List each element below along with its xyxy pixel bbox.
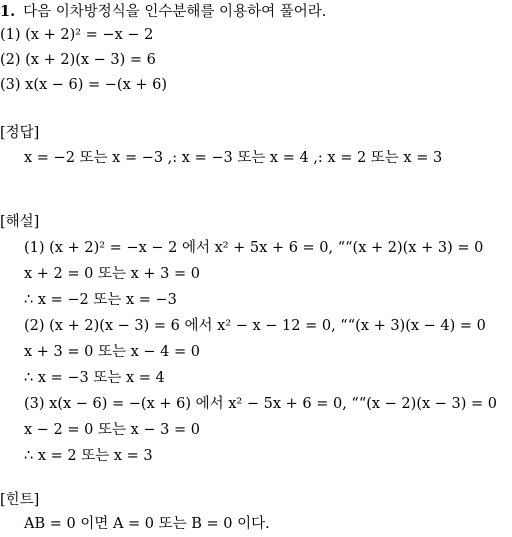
explanation-line: ∴ x = −3 또는 x = 4 xyxy=(24,370,165,386)
explanation-header: [해설] xyxy=(0,214,40,230)
problem-header xyxy=(0,2,326,22)
problem-item-3: (3) x(x − 6) = −(x + 6) xyxy=(0,77,168,93)
explanation-line: ∴ x = −2 또는 x = −3 xyxy=(24,292,177,308)
explanation-line: x − 2 = 0 또는 x − 3 = 0 xyxy=(24,422,200,438)
problem-item-1: (1) (x + 2)² = −x − 2 xyxy=(0,27,154,43)
hint-header: [힌트] xyxy=(0,492,40,508)
hint-text: AB = 0 이면 A = 0 또는 B = 0 이다. xyxy=(24,516,270,532)
problem-number: 1. xyxy=(0,3,16,20)
answer-header: [정답] xyxy=(0,125,40,141)
explanation-line: (1) (x + 2)² = −x − 2 에서 x² + 5x + 6 = 0, ““(x + 2)(x + 3) = 0 xyxy=(24,240,484,256)
explanation-line: x + 3 = 0 또는 x − 4 = 0 xyxy=(24,344,200,360)
explanation-line: (2) (x + 2)(x − 3) = 6 에서 x² − x − 12 = 0, ““(x + 3)(x − 4) = 0 xyxy=(24,318,486,334)
problem-instruction: 다음 이차방정식을 인수분해를 이용하여 풀어라. xyxy=(23,4,327,20)
answer-text: x = −2 또는 x = −3 ,: x = −3 또는 x = 4 ,: x = 2 또는 x = 3 xyxy=(24,150,443,166)
problem-item-2: (2) (x + 2)(x − 3) = 6 xyxy=(0,52,156,68)
explanation-line: x + 2 = 0 또는 x + 3 = 0 xyxy=(24,266,200,282)
explanation-line: (3) x(x − 6) = −(x + 6) 에서 x² − 5x + 6 = 0, ““(x − 2)(x − 3) = 0 xyxy=(24,396,497,412)
explanation-line: ∴ x = 2 또는 x = 3 xyxy=(24,448,153,464)
